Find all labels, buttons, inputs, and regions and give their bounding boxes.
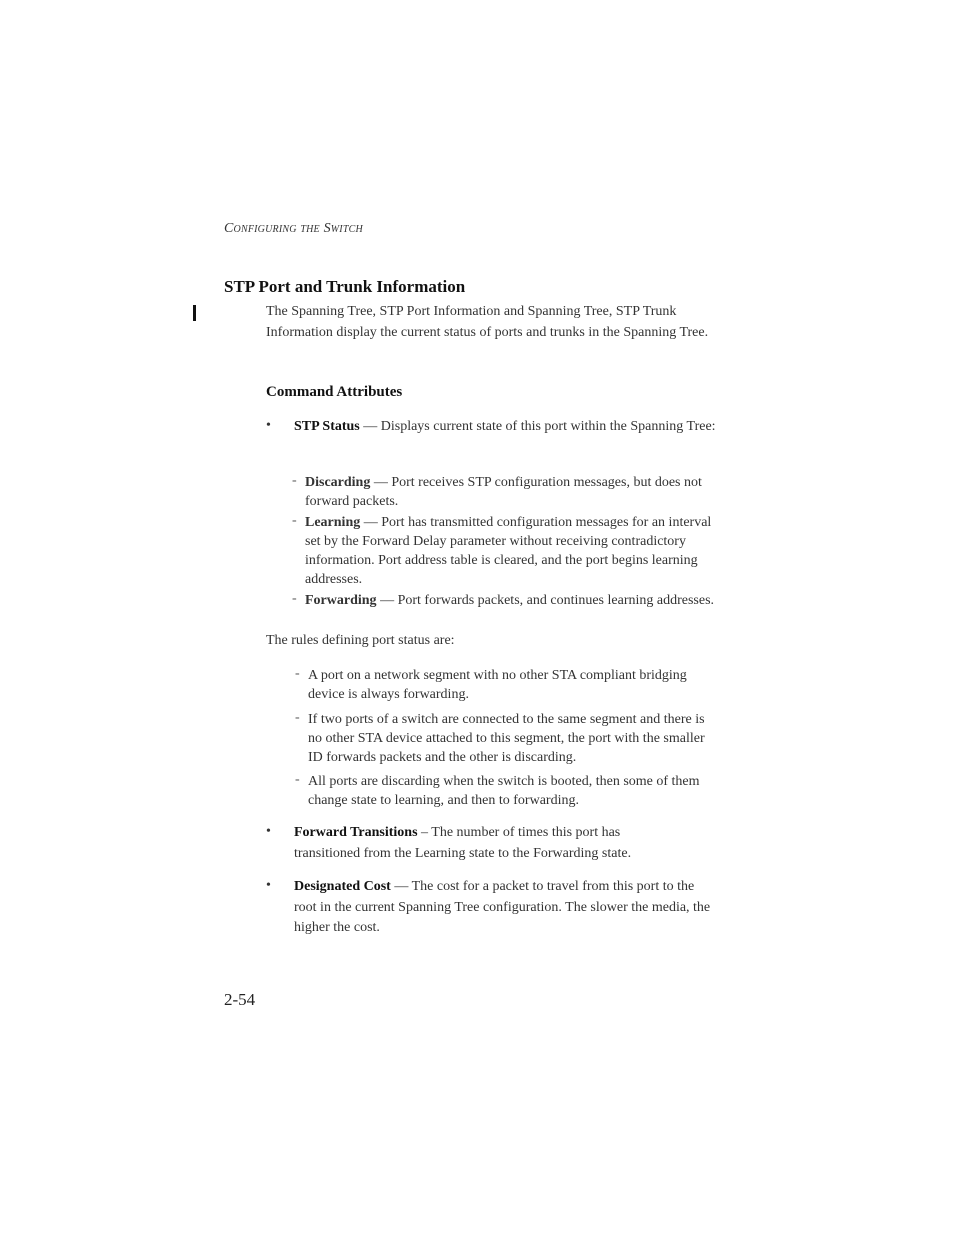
- designated-cost-desc: — The cost for a packet to travel from this port to the root in the current Spanning Tree configuration. The slower the media, the higher the cost.: [294, 879, 711, 935]
- rule-item: All ports are discarding when the switch is booted, then some of them change state to learning, and then to forwarding.: [308, 774, 700, 808]
- rule-item: A port on a network segment with no other STA compliant bridging device is always forwarding.: [308, 668, 687, 702]
- running-head: CONFIGURING THE SWITCH: [224, 221, 363, 236]
- command-attributes-heading: Command Attributes: [266, 384, 403, 400]
- state-item: [305, 473, 717, 511]
- state-desc: — Port receives STP configuration messages, but does not forward packets.: [305, 475, 702, 509]
- state-desc: — Port forwards packets, and continues learning addresses.: [376, 593, 715, 608]
- dash-marker: -: [292, 473, 297, 488]
- dash-marker: -: [295, 666, 300, 681]
- forward-transitions-desc: – The number of times this port has transitioned from the Learning state to the Forwarding state.: [294, 825, 632, 861]
- state-item: [305, 591, 717, 610]
- dash-marker: -: [292, 591, 297, 606]
- state-item: [305, 513, 717, 589]
- dash-marker: -: [292, 513, 297, 528]
- change-bar: [193, 305, 196, 321]
- stp-status-desc: — Displays current state of this port within the Spanning Tree:: [359, 419, 716, 434]
- designated-cost-item: [294, 877, 718, 939]
- stp-status-item: [294, 417, 716, 438]
- state-term: Forwarding: [305, 593, 377, 608]
- intro-paragraph: The Spanning Tree, STP Port Information and Spanning Tree, STP Trunk Information display the current status of ports and trunks in the Spanning Tree.: [266, 304, 709, 340]
- dash-marker: -: [295, 772, 300, 787]
- rule-item: If two ports of a switch are connected to the same segment and there is no other STA device attached to this segment, the port with the smaller ID forwards packets and the other is discarding.: [308, 712, 705, 765]
- rules-intro: The rules defining port status are:: [266, 633, 455, 648]
- section-title: STP Port and Trunk Information: [224, 277, 466, 296]
- bullet-marker: •: [266, 418, 271, 433]
- dash-marker: -: [295, 710, 300, 725]
- state-desc: — Port has transmitted configuration messages for an interval set by the Forward Delay parameter without receiving contradictory information. Port address table is cleared, and the port begins learning addresses.: [305, 515, 712, 587]
- designated-cost-term: Designated Cost: [294, 879, 391, 894]
- forward-transitions-term: Forward Transitions: [294, 825, 418, 840]
- bullet-marker: •: [266, 878, 271, 893]
- stp-status-term: STP Status: [294, 419, 360, 434]
- bullet-marker: •: [266, 824, 271, 839]
- page-number: 2-54: [224, 990, 256, 1009]
- state-term: Discarding: [305, 475, 371, 490]
- forward-transitions-item: [294, 823, 674, 864]
- state-term: Learning: [305, 515, 361, 530]
